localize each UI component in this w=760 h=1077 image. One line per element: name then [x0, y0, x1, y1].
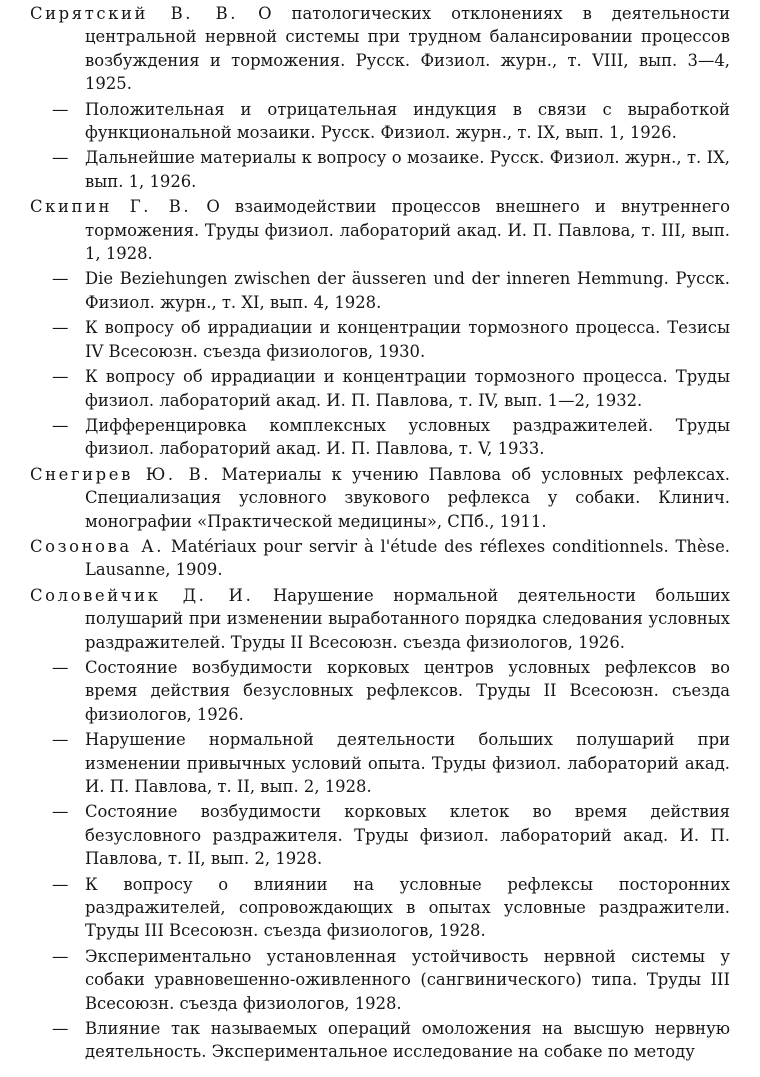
entry-text: Дальнейшие материалы к вопросу о мозаике. Русск. Физиол. журн., т. IX, вып. 1, 1926.	[85, 148, 730, 191]
entry-text: О взаимодействии процессов внешнего и внутреннего торможения. Труды физиол. лабораторий акад. И. П. Павлова, т. III, вып. 1, 1928.	[85, 197, 731, 264]
author-name: Скипин Г. В.	[30, 197, 192, 217]
entry-text: Нарушение нормальной деятельности больших полушарий при изменении привычных условий опыта. Труды физиол. лабораторий акад. И. П. Павлова, т. II, вып. 2, 1928.	[85, 730, 730, 796]
ditto-dash: —	[52, 367, 69, 387]
bibliography-subentry	[30, 98, 730, 145]
ditto-dash: —	[52, 1019, 69, 1039]
ditto-dash: —	[52, 657, 69, 677]
bibliography-entry	[30, 584, 730, 654]
ditto-dash: —	[52, 415, 69, 435]
entry-text: Экспериментально установленная устойчивость нервной системы у собаки уравновешенно-оживленного (сангвинического) типа. Труды III Всесоюзн. съезда физиологов, 1928.	[85, 946, 730, 1013]
bibliography-entry	[30, 463, 730, 533]
bibliography-entry	[30, 2, 730, 96]
ditto-dash: —	[52, 802, 69, 822]
entry-text: Материалы к учению Павлова об условных рефлексах. Специализация условного звукового рефлекса у собаки. Клинич. монографии «Практической медицины», СПб., 1911.	[85, 464, 730, 531]
bibliography-subentry	[30, 656, 730, 726]
ditto-dash: —	[52, 874, 69, 894]
bibliography-subentry	[30, 1017, 730, 1064]
bibliography-subentry	[30, 365, 730, 412]
author-name: Снегирев Ю. В.	[30, 464, 212, 484]
bibliography-subentry	[30, 873, 730, 943]
bibliography-subentry	[30, 945, 730, 1015]
ditto-dash: —	[52, 730, 69, 750]
ditto-dash: —	[52, 946, 69, 966]
ditto-dash: —	[52, 269, 69, 289]
author-name: Созонова А.	[30, 536, 165, 556]
bibliography-entry	[30, 535, 730, 582]
bibliography-subentry	[30, 146, 730, 193]
bibliography-subentry	[30, 267, 730, 314]
bibliography-subentry	[30, 414, 730, 461]
entry-text: Дифференцировка комплексных условных раздражителей. Труды физиол. лабораторий акад. И. П. Павлова, т. V, 1933.	[85, 415, 730, 459]
entry-text: Состояние возбудимости корковых клеток во время действия безусловного раздражителя. Труды физиол. лабораторий акад. И. П. Павлова, т. II, вып. 2, 1928.	[85, 802, 730, 869]
bibliography-page	[30, 0, 730, 1064]
entry-text: Die Beziehungen zwischen der äusseren und der inneren Hemmung. Русск. Физиол. журн., т. XI, вып. 4, 1928.	[85, 269, 730, 312]
bibliography-entry	[30, 195, 730, 265]
entry-text: Matériaux pour servir à l'étude des réflexes conditionnels. Thèse. Lausanne, 1909.	[85, 536, 731, 580]
entry-text: Положительная и отрицательная индукция в связи с выработкой функциональной мозаики. Русск. Физиол. журн., т. IX, вып. 1, 1926.	[85, 99, 730, 143]
entry-text: О патологических отклонениях в деятельности центральной нервной системы при трудном балансировании процессов возбуждения и торможения. Русск. Физиол. журн., т. VIII, вып. 3—4, 1925.	[85, 4, 730, 94]
entry-text: К вопросу об иррадиации и концентрации тормозного процесса. Труды физиол. лабораторий акад. И. П. Павлова, т. IV, вып. 1—2, 1932.	[85, 367, 730, 410]
ditto-dash: —	[52, 99, 69, 119]
entry-text: К вопросу об иррадиации и концентрации тормозного процесса. Тезисы IV Всесоюзн. съезда физиологов, 1930.	[85, 318, 730, 361]
bibliography-subentry	[30, 316, 730, 363]
author-name: Соловейчик Д. И.	[30, 585, 254, 605]
entry-text: К вопросу о влиянии на условные рефлексы посторонних раздражителей, сопровождающих в опытах условные раздражители. Труды III Всесоюзн. съезда физиологов, 1928.	[85, 874, 730, 941]
entry-text: Влияние так называемых операций омоложения на высшую нервную деятельность. Экспериментальное исследование на собаке по методу	[85, 1019, 730, 1062]
ditto-dash: —	[52, 318, 69, 338]
ditto-dash: —	[52, 148, 69, 168]
bibliography-subentry	[30, 728, 730, 798]
author-name: Сирятский В. В.	[30, 4, 239, 23]
bibliography-subentry	[30, 800, 730, 870]
entry-text: Нарушение нормальной деятельности больших полушарий при изменении выработанного порядка следования условных раздражителей. Труды II Всесоюзн. съезда физиологов, 1926.	[85, 585, 731, 652]
entry-text: Состояние возбудимости корковых центров условных рефлексов во время действия безусловных рефлексов. Труды II Всесоюзн. съезда физиологов, 1926.	[85, 657, 730, 724]
